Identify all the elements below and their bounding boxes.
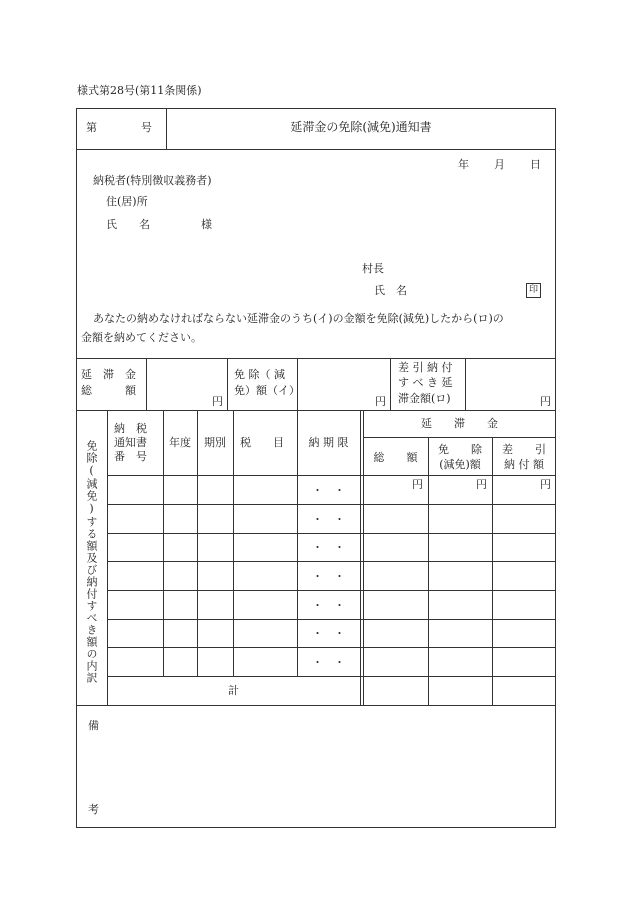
seal-mark: 印: [526, 283, 541, 298]
header-exempt-2: (減免)額: [439, 458, 481, 471]
divider: [107, 504, 556, 505]
divider: [360, 410, 361, 705]
number-label: 第 号: [86, 121, 152, 134]
issuer-name-label: 氏 名: [374, 284, 407, 297]
header-notice-2: 通知書: [114, 436, 147, 449]
message-line-2: 金額を納めてください。: [81, 331, 202, 344]
payable-label-1: 差 引 納 付: [398, 361, 453, 374]
divider: [163, 410, 164, 676]
date-year: 年: [458, 158, 469, 171]
form-label: 様式第28号(第11条関係): [77, 84, 202, 97]
row-deadline: ・ ・: [312, 570, 345, 583]
divider: [76, 705, 556, 706]
exempt-label-2: 免）額（イ）: [234, 384, 300, 397]
header-payable-2: 納 付 額: [504, 458, 544, 471]
taxpayer-label: 納税者(特別徴収義務者): [93, 174, 212, 187]
page-title: 延滞金の免除(減免)通知書: [290, 120, 432, 134]
sum-label: 計: [228, 684, 239, 697]
divider: [76, 410, 556, 411]
row-deadline: ・ ・: [312, 627, 345, 640]
row-payable-yen: 円: [540, 478, 551, 491]
divider: [107, 561, 556, 562]
divider: [107, 647, 556, 648]
divider: [363, 437, 556, 438]
total-label-2: 総 額: [81, 384, 136, 397]
date-month: 月: [494, 158, 505, 171]
divider: [107, 410, 108, 705]
divider: [107, 475, 556, 476]
divider: [492, 437, 493, 705]
divider: [76, 358, 556, 359]
divider: [107, 619, 556, 620]
header-notice-3: 番 号: [114, 450, 147, 463]
divider: [390, 358, 391, 410]
total-label-1: 延 滞 金: [81, 368, 136, 381]
divider: [197, 410, 198, 676]
row-deadline: ・ ・: [312, 656, 345, 669]
header-exempt-1: 免 除: [438, 443, 482, 456]
divider: [107, 533, 556, 534]
remarks-bottom: 考: [88, 803, 99, 816]
exempt-label-1: 免 除（ 減: [234, 368, 285, 381]
payable-yen: 円: [540, 395, 551, 408]
honorific: 様: [201, 218, 212, 231]
header-payable-1: 差 引: [502, 443, 546, 456]
row-total-yen: 円: [412, 478, 423, 491]
row-deadline: ・ ・: [312, 484, 345, 497]
header-tax-item: 税 目: [240, 436, 284, 449]
payable-label-3: 滞金額(ロ): [398, 392, 451, 405]
header-deadline: 納 期 限: [308, 436, 349, 449]
address-label: 住(居)所: [106, 195, 148, 208]
divider: [227, 358, 228, 410]
divider: [428, 437, 429, 705]
breakdown-side-label: 免除(減免)する額及び納付すべき額の内訳: [85, 440, 98, 684]
header-notice-1: 納 税: [114, 422, 147, 435]
divider: [76, 149, 556, 150]
row-deadline: ・ ・: [312, 599, 345, 612]
message-line-1: あなたの納めなければならない延滞金のうち(イ)の金額を免除(減免)したから(ロ)の: [93, 312, 504, 325]
payable-label-2: す べ き 延: [398, 376, 453, 389]
exempt-yen: 円: [375, 395, 386, 408]
row-exempt-yen: 円: [476, 478, 487, 491]
divider: [107, 590, 556, 591]
remarks-top: 備: [88, 719, 99, 732]
name-label: 氏 名: [106, 218, 150, 231]
divider: [233, 410, 234, 676]
row-deadline: ・ ・: [312, 541, 345, 554]
header-period: 期別: [204, 436, 226, 449]
header-fiscal-year: 年度: [169, 436, 191, 449]
divider: [107, 676, 556, 677]
date-day: 日: [530, 158, 541, 171]
issuer-title: 村長: [362, 262, 384, 275]
divider: [146, 358, 147, 410]
row-deadline: ・ ・: [312, 513, 345, 526]
total-yen: 円: [212, 395, 223, 408]
divider: [465, 358, 466, 410]
header-total: 総 額: [373, 451, 418, 464]
header-late-fee: 延 滞 金: [421, 417, 498, 430]
